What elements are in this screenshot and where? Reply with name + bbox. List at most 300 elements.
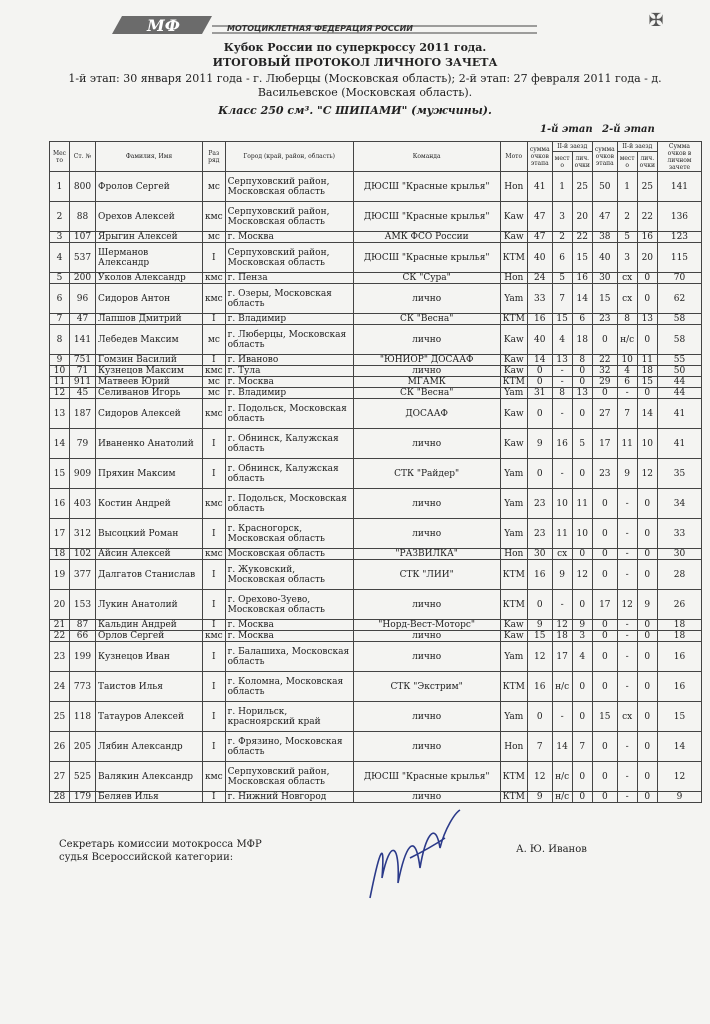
cell-name: Уколов Александр: [96, 273, 203, 284]
cell-rank: мс: [203, 388, 226, 399]
cell-sum2: 40: [592, 243, 617, 273]
col-sum1: сумма очков этапа: [527, 142, 552, 172]
cell-heat1-points: 9: [572, 620, 592, 631]
col-heat1-place: мест о: [552, 152, 572, 172]
cell-city: г. Жуковский, Московская область: [225, 560, 353, 590]
cell-sum1: 41: [527, 172, 552, 202]
cell-sum1: 40: [527, 325, 552, 355]
cell-heat2-points: 0: [637, 489, 657, 519]
cell-heat2-points: 16: [637, 232, 657, 243]
cell-heat2-place: сх: [617, 702, 637, 732]
cell-total: 41: [657, 399, 701, 429]
cell-heat1-points: 5: [572, 429, 592, 459]
cell-rank: I: [203, 355, 226, 366]
stage-labels: [540, 124, 661, 135]
cell-heat1-place: 11: [552, 519, 572, 549]
cell-rank: I: [203, 732, 226, 762]
cell-heat2-place: 11: [617, 429, 637, 459]
cell-heat2-points: 0: [637, 762, 657, 792]
cell-sum1: 9: [527, 620, 552, 631]
col-city: Город (край, район, область): [225, 142, 353, 172]
cell-total: 44: [657, 377, 701, 388]
cell-number: 377: [70, 560, 96, 590]
cell-place: 3: [50, 232, 70, 243]
table-row: [50, 459, 702, 489]
cell-heat1-points: 22: [572, 232, 592, 243]
col-moto: Мото: [500, 142, 527, 172]
cell-rank: кмс: [203, 202, 226, 232]
cell-team: ДЮСШ "Красные крылья": [353, 762, 500, 792]
cell-team: АМК ФСО России: [353, 232, 500, 243]
cell-name: Татауров Алексей: [96, 702, 203, 732]
cell-heat1-place: -: [552, 459, 572, 489]
cell-moto: Kaw: [500, 620, 527, 631]
cell-sum2: 0: [592, 732, 617, 762]
cell-moto: Kaw: [500, 366, 527, 377]
cell-place: 9: [50, 355, 70, 366]
cell-sum2: 30: [592, 273, 617, 284]
cell-sum2: 0: [592, 549, 617, 560]
cell-heat1-place: -: [552, 702, 572, 732]
table-row: [50, 590, 702, 620]
cell-sum2: 23: [592, 459, 617, 489]
cell-heat1-points: 3: [572, 631, 592, 642]
cell-rank: кмс: [203, 549, 226, 560]
eagle-emblem-icon: ✠: [648, 10, 664, 31]
cell-rank: I: [203, 642, 226, 672]
cell-sum1: 14: [527, 355, 552, 366]
cell-total: 33: [657, 519, 701, 549]
cell-city: Серпуховский район, Московская область: [225, 243, 353, 273]
col-total: Сумма очков в личном зачете: [657, 142, 701, 172]
col-heat2-points: лич. очки: [637, 152, 657, 172]
cell-place: 26: [50, 732, 70, 762]
cell-name: Высоцкий Роман: [96, 519, 203, 549]
cell-place: 22: [50, 631, 70, 642]
cell-place: 21: [50, 620, 70, 631]
cell-number: 153: [70, 590, 96, 620]
cell-heat1-place: 14: [552, 732, 572, 762]
cell-heat1-place: 3: [552, 202, 572, 232]
cell-sum2: 0: [592, 560, 617, 590]
cell-number: 525: [70, 762, 96, 792]
cell-rank: кмс: [203, 631, 226, 642]
cell-heat1-points: 10: [572, 519, 592, 549]
cell-heat1-place: -: [552, 377, 572, 388]
cell-moto: КТМ: [500, 314, 527, 325]
col-rank: Раз ряд: [203, 142, 226, 172]
table-row: [50, 325, 702, 355]
cell-heat2-points: 0: [637, 620, 657, 631]
cell-total: 28: [657, 560, 701, 590]
cell-city: г. Фрязино, Московская область: [225, 732, 353, 762]
cell-team: СК "Сура": [353, 273, 500, 284]
cell-heat1-points: 11: [572, 489, 592, 519]
cell-rank: мс: [203, 377, 226, 388]
cell-total: 115: [657, 243, 701, 273]
cell-total: 141: [657, 172, 701, 202]
col-heat1-points: лич. очки: [572, 152, 592, 172]
table-row: [50, 620, 702, 631]
cell-heat1-points: 13: [572, 388, 592, 399]
cell-heat1-place: н/с: [552, 762, 572, 792]
cell-total: 58: [657, 325, 701, 355]
cell-place: 6: [50, 284, 70, 314]
cell-heat1-place: 9: [552, 560, 572, 590]
cell-rank: кмс: [203, 366, 226, 377]
cell-sum1: 0: [527, 702, 552, 732]
cell-place: 18: [50, 549, 70, 560]
cell-heat2-place: -: [617, 631, 637, 642]
cell-team: лично: [353, 792, 500, 803]
cell-heat1-place: 7: [552, 284, 572, 314]
cell-place: 1: [50, 172, 70, 202]
table-row: [50, 489, 702, 519]
cell-total: 26: [657, 590, 701, 620]
cell-number: 141: [70, 325, 96, 355]
cell-heat2-points: 10: [637, 429, 657, 459]
cell-heat2-place: сх: [617, 273, 637, 284]
cell-sum2: 32: [592, 366, 617, 377]
table-row: [50, 549, 702, 560]
cell-heat2-points: 0: [637, 388, 657, 399]
federation-name: МОТОЦИКЛЕТНАЯ ФЕДЕРАЦИЯ РОССИИ: [227, 24, 413, 33]
cell-moto: Hon: [500, 549, 527, 560]
cell-name: Лапшов Дмитрий: [96, 314, 203, 325]
cell-moto: Hon: [500, 172, 527, 202]
cell-name: Ярыгин Алексей: [96, 232, 203, 243]
cell-heat1-points: 4: [572, 642, 592, 672]
cell-number: 102: [70, 549, 96, 560]
table-row: [50, 762, 702, 792]
cell-heat1-place: 12: [552, 620, 572, 631]
cell-moto: Kaw: [500, 399, 527, 429]
cell-team: лично: [353, 429, 500, 459]
cell-number: 312: [70, 519, 96, 549]
cell-heat2-points: 12: [637, 459, 657, 489]
cell-city: г. Люберцы, Московская область: [225, 325, 353, 355]
cell-number: 88: [70, 202, 96, 232]
cell-sum2: 38: [592, 232, 617, 243]
cell-total: 44: [657, 388, 701, 399]
cell-place: 13: [50, 399, 70, 429]
cell-sum2: 17: [592, 590, 617, 620]
table-row: [50, 243, 702, 273]
cell-heat1-points: 6: [572, 314, 592, 325]
cell-heat2-place: -: [617, 792, 637, 803]
cell-total: 18: [657, 631, 701, 642]
cell-heat2-points: 0: [637, 642, 657, 672]
cell-rank: I: [203, 519, 226, 549]
cell-city: г. Москва: [225, 377, 353, 388]
cell-heat1-points: 18: [572, 325, 592, 355]
cell-heat2-points: 0: [637, 549, 657, 560]
cell-team: "РАЗВИЛКА": [353, 549, 500, 560]
cell-moto: КТМ: [500, 762, 527, 792]
cell-name: Пряхин Максим: [96, 459, 203, 489]
class-info: Класс 250 см³. "С ШИПАМИ" (мужчины).: [218, 104, 492, 117]
cell-number: 911: [70, 377, 96, 388]
cell-total: 70: [657, 273, 701, 284]
cell-city: г. Нижний Новгород: [225, 792, 353, 803]
cell-heat1-place: -: [552, 590, 572, 620]
cell-total: 34: [657, 489, 701, 519]
cell-sum1: 7: [527, 732, 552, 762]
cell-team: лично: [353, 702, 500, 732]
col-heat2-place: мест о: [617, 152, 637, 172]
cell-name: Валякин Александр: [96, 762, 203, 792]
cell-place: 11: [50, 377, 70, 388]
cell-place: 23: [50, 642, 70, 672]
cell-heat2-place: -: [617, 620, 637, 631]
cell-sum1: 0: [527, 459, 552, 489]
cell-moto: Yam: [500, 459, 527, 489]
cell-total: 55: [657, 355, 701, 366]
cell-total: 123: [657, 232, 701, 243]
cell-sum1: 15: [527, 631, 552, 642]
cell-heat1-points: 20: [572, 202, 592, 232]
cell-total: 14: [657, 732, 701, 762]
table-row: [50, 702, 702, 732]
cell-heat2-place: 6: [617, 377, 637, 388]
cell-heat2-place: 12: [617, 590, 637, 620]
cell-moto: Kaw: [500, 355, 527, 366]
cell-moto: КТМ: [500, 560, 527, 590]
cell-heat1-points: 16: [572, 273, 592, 284]
cell-sum2: 0: [592, 642, 617, 672]
cell-name: Лябин Александр: [96, 732, 203, 762]
cell-heat2-place: н/с: [617, 325, 637, 355]
cell-city: г. Москва: [225, 232, 353, 243]
cell-sum2: 17: [592, 429, 617, 459]
cell-heat2-points: 25: [637, 172, 657, 202]
cell-heat1-points: 8: [572, 355, 592, 366]
cell-total: 58: [657, 314, 701, 325]
cell-name: Таистов Илья: [96, 672, 203, 702]
cell-moto: Yam: [500, 519, 527, 549]
cell-total: 35: [657, 459, 701, 489]
cell-heat1-points: 0: [572, 399, 592, 429]
cell-number: 199: [70, 642, 96, 672]
cell-heat1-place: 8: [552, 388, 572, 399]
col-place: Мес то: [50, 142, 70, 172]
col-heat-stage1: II-й заезд: [552, 142, 592, 152]
cell-heat2-points: 11: [637, 355, 657, 366]
cell-number: 87: [70, 620, 96, 631]
cell-rank: I: [203, 620, 226, 631]
cell-heat1-points: 14: [572, 284, 592, 314]
cell-total: 15: [657, 702, 701, 732]
cell-team: лично: [353, 631, 500, 642]
cell-sum2: 0: [592, 631, 617, 642]
cell-place: 8: [50, 325, 70, 355]
cell-name: Кузнецов Максим: [96, 366, 203, 377]
cell-name: Лебедев Максим: [96, 325, 203, 355]
cell-heat2-points: 0: [637, 519, 657, 549]
cell-heat2-points: 13: [637, 314, 657, 325]
cell-moto: Kaw: [500, 429, 527, 459]
cell-sum2: 47: [592, 202, 617, 232]
stage-1-label: 1-й этап: [540, 124, 593, 135]
cell-heat2-points: 0: [637, 672, 657, 702]
cell-rank: мс: [203, 325, 226, 355]
cell-rank: мс: [203, 232, 226, 243]
cell-name: Фролов Сергей: [96, 172, 203, 202]
cell-team: СТК "Райдер": [353, 459, 500, 489]
cell-sum2: 0: [592, 325, 617, 355]
cell-sum2: 15: [592, 284, 617, 314]
cell-total: 136: [657, 202, 701, 232]
cell-heat1-place: н/с: [552, 672, 572, 702]
cell-heat2-place: 4: [617, 366, 637, 377]
cell-heat2-points: 14: [637, 399, 657, 429]
cell-heat2-place: 7: [617, 399, 637, 429]
cell-heat2-place: -: [617, 762, 637, 792]
cell-heat2-points: 18: [637, 366, 657, 377]
cell-team: "Норд-Вест-Моторс": [353, 620, 500, 631]
cell-place: 17: [50, 519, 70, 549]
cell-team: лично: [353, 732, 500, 762]
cell-heat1-points: 7: [572, 732, 592, 762]
cell-city: Серпуховский район, Московская область: [225, 202, 353, 232]
cell-rank: I: [203, 314, 226, 325]
cell-heat2-points: 0: [637, 732, 657, 762]
cell-name: Орехов Алексей: [96, 202, 203, 232]
table-row: [50, 202, 702, 232]
cell-heat1-place: 16: [552, 429, 572, 459]
table-row: [50, 429, 702, 459]
cell-name: Костин Андрей: [96, 489, 203, 519]
cell-moto: Hon: [500, 273, 527, 284]
cell-heat1-points: 0: [572, 377, 592, 388]
cell-heat1-points: 0: [572, 590, 592, 620]
cell-moto: КТМ: [500, 377, 527, 388]
cell-rank: I: [203, 672, 226, 702]
cell-heat1-place: сх: [552, 549, 572, 560]
cell-heat1-place: н/с: [552, 792, 572, 803]
cell-name: Айсин Алексей: [96, 549, 203, 560]
cell-sum1: 0: [527, 366, 552, 377]
cell-number: 118: [70, 702, 96, 732]
cell-heat1-points: 25: [572, 172, 592, 202]
cell-city: г. Иваново: [225, 355, 353, 366]
table-row: [50, 388, 702, 399]
cell-heat1-points: 0: [572, 366, 592, 377]
cell-sum2: 23: [592, 314, 617, 325]
cell-rank: кмс: [203, 762, 226, 792]
table-row: [50, 642, 702, 672]
cell-heat2-place: 8: [617, 314, 637, 325]
cell-sum2: 0: [592, 519, 617, 549]
cell-team: лично: [353, 325, 500, 355]
cell-total: 62: [657, 284, 701, 314]
cell-sum1: 24: [527, 273, 552, 284]
cell-moto: Kaw: [500, 325, 527, 355]
cell-place: 20: [50, 590, 70, 620]
cell-sum1: 12: [527, 762, 552, 792]
cell-heat1-points: 0: [572, 459, 592, 489]
cell-heat2-place: -: [617, 560, 637, 590]
cell-heat1-points: 0: [572, 792, 592, 803]
cell-heat1-points: 15: [572, 243, 592, 273]
cell-rank: I: [203, 459, 226, 489]
cell-heat1-place: 15: [552, 314, 572, 325]
cell-heat2-points: 9: [637, 590, 657, 620]
cell-team: ДОСААФ: [353, 399, 500, 429]
cell-heat2-place: 2: [617, 202, 637, 232]
cell-sum1: 40: [527, 243, 552, 273]
cell-total: 9: [657, 792, 701, 803]
cell-heat1-place: 5: [552, 273, 572, 284]
cell-rank: кмс: [203, 273, 226, 284]
cell-heat2-points: 22: [637, 202, 657, 232]
cell-heat1-place: 2: [552, 232, 572, 243]
cell-city: г. Норильск, красноярский край: [225, 702, 353, 732]
cell-sum1: 0: [527, 399, 552, 429]
cell-sum2: 0: [592, 489, 617, 519]
cell-name: Кузнецов Иван: [96, 642, 203, 672]
cell-number: 773: [70, 672, 96, 702]
cell-rank: I: [203, 792, 226, 803]
table-row: [50, 519, 702, 549]
stage-2-label: 2-й этап: [602, 124, 655, 135]
cell-sum1: 12: [527, 642, 552, 672]
cell-moto: Yam: [500, 489, 527, 519]
cell-name: Сидоров Алексей: [96, 399, 203, 429]
secretary-block: [59, 838, 262, 864]
cell-city: г. Подольск, Московская область: [225, 399, 353, 429]
cell-team: ДЮСШ "Красные крылья": [353, 202, 500, 232]
cell-name: Шерманов Александр: [96, 243, 203, 273]
cell-heat1-points: 0: [572, 549, 592, 560]
cell-number: 205: [70, 732, 96, 762]
cell-sum2: 22: [592, 355, 617, 366]
cell-sum1: 23: [527, 489, 552, 519]
cell-name: Кальдин Андрей: [96, 620, 203, 631]
handwritten-signature: [360, 808, 470, 908]
cell-city: г. Озеры, Московская область: [225, 284, 353, 314]
cell-team: "ЮНИОР" ДОСААФ: [353, 355, 500, 366]
cell-heat1-place: -: [552, 366, 572, 377]
table-row: [50, 377, 702, 388]
cell-sum1: 30: [527, 549, 552, 560]
mfr-logo: [92, 12, 542, 38]
col-name: Фамилия, Имя: [96, 142, 203, 172]
col-heat-stage2: II-й заезд: [617, 142, 657, 152]
cell-rank: I: [203, 560, 226, 590]
cell-place: 14: [50, 429, 70, 459]
cell-city: Серпуховский район, Московская область: [225, 762, 353, 792]
cell-place: 7: [50, 314, 70, 325]
cell-team: лично: [353, 366, 500, 377]
doc-subtitle: ИТОГОВЫЙ ПРОТОКОЛ ЛИЧНОГО ЗАЧЕТА: [212, 56, 498, 69]
cell-number: 187: [70, 399, 96, 429]
cell-moto: Hon: [500, 732, 527, 762]
cell-sum1: 0: [527, 377, 552, 388]
cell-heat2-place: -: [617, 672, 637, 702]
cell-heat1-place: 17: [552, 642, 572, 672]
col-sum2: сумма очков этапа: [592, 142, 617, 172]
cell-heat2-place: 3: [617, 243, 637, 273]
cell-city: г. Обнинск, Калужская область: [225, 429, 353, 459]
secretary-line-2: судья Всероссийской категории:: [59, 852, 234, 863]
cell-name: Далгатов Станислав: [96, 560, 203, 590]
cell-sum1: 47: [527, 232, 552, 243]
cell-city: г. Владимир: [225, 388, 353, 399]
cell-city: г. Обнинск, Калужская область: [225, 459, 353, 489]
cell-place: 19: [50, 560, 70, 590]
cell-name: Гомзин Василий: [96, 355, 203, 366]
